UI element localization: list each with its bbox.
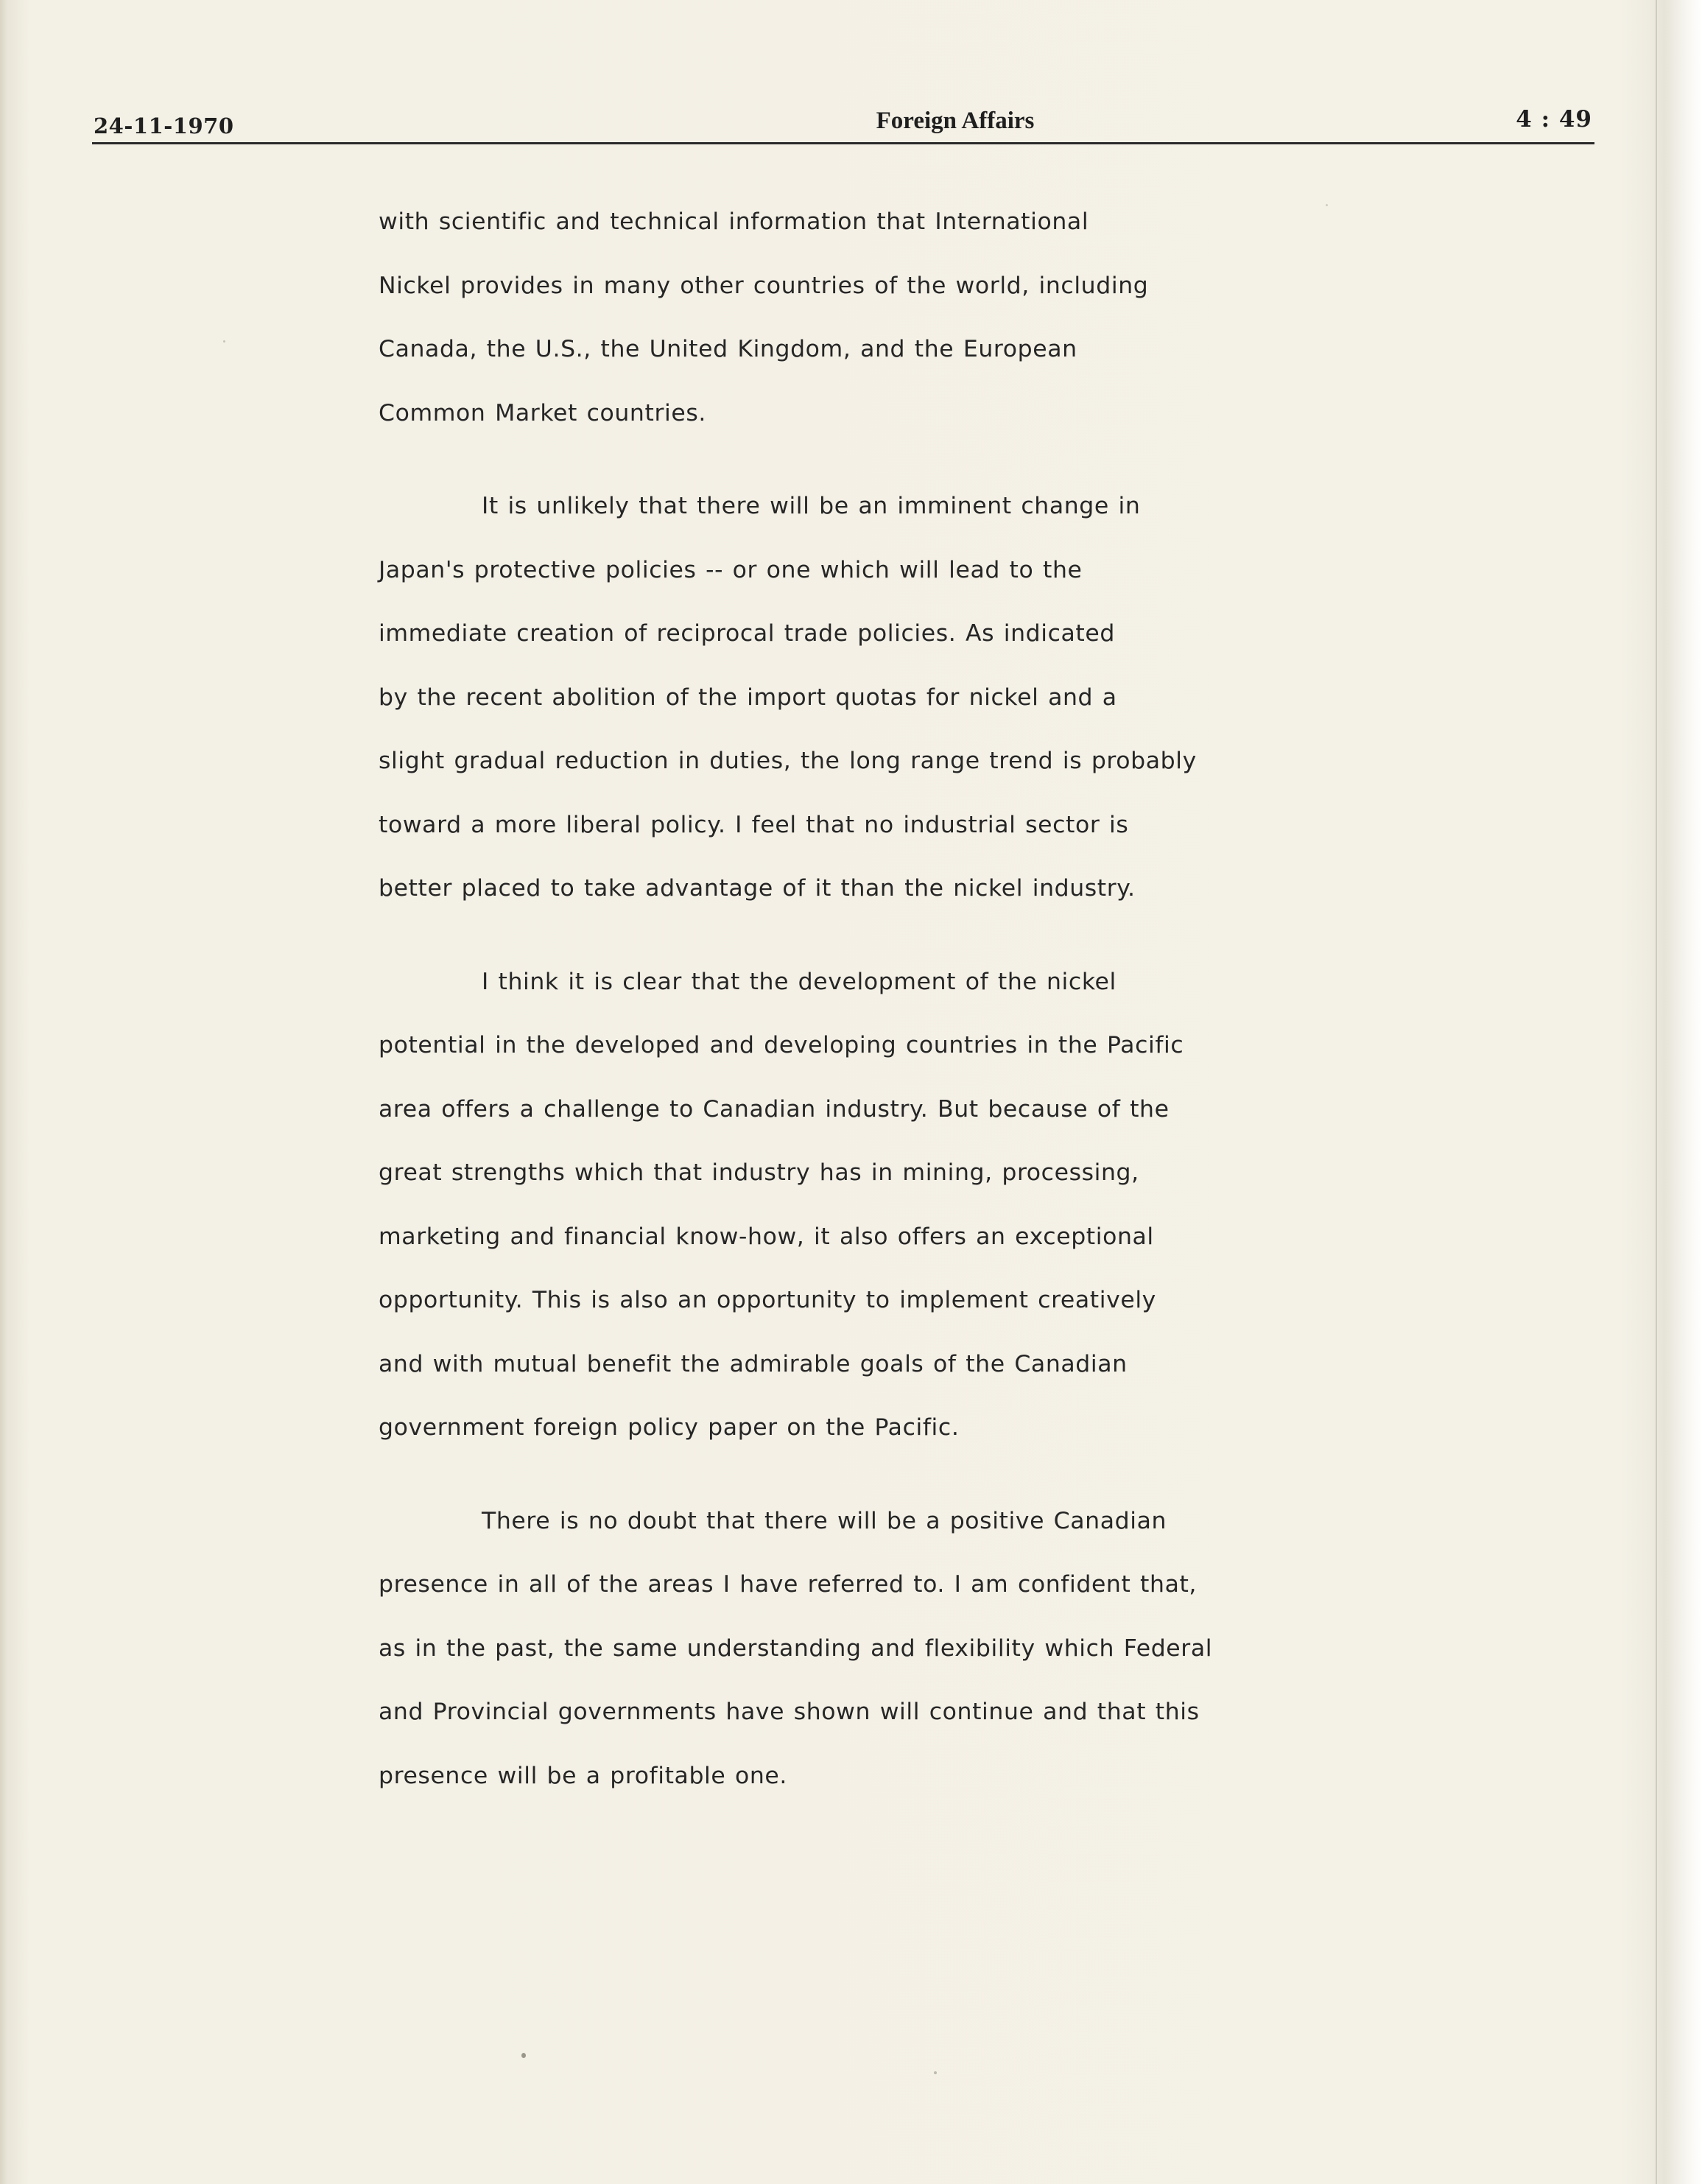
text-line: presence will be a profitable one. [379,1762,788,1789]
text-line: Common Market countries. [379,399,706,426]
header-date: 24-11-1970 [94,113,234,138]
text-line: presence in all of the areas I have referred to. I am confident that, [379,1571,1198,1598]
text-line: marketing and financial know-how, it also offers an exceptional [379,1223,1154,1250]
text-line: better placed to take advantage of it than the nickel industry. [379,875,1136,902]
page-header [94,103,1592,144]
text-line: It is unlikely that there will be an imminent change in [482,493,1141,519]
text-line: Nickel provides in many other countries of the world, including [379,272,1149,299]
text-line: as in the past, the same understanding and flexibility which Federal [379,1635,1213,1662]
paragraph-3 [379,950,1336,1460]
text-line: and with mutual benefit the admirable goals of the Canadian [379,1350,1128,1377]
paragraph-4 [379,1489,1336,1808]
paper-speck [521,2053,526,2058]
text-line: great strengths which that industry has in mining, processing, [379,1159,1139,1186]
paper-speck [934,2071,937,2074]
text-line: I think it is clear that the development of the nickel [482,968,1117,995]
text-line: government foreign policy paper on the Pacific. [379,1414,960,1441]
text-line: and Provincial governments have shown will continue and that this [379,1699,1200,1725]
text-line: Japan's protective policies -- or one which will lead to the [379,556,1083,583]
header-page-number: 4 : 49 [1516,106,1592,133]
body-text [379,190,1336,1808]
text-line: area offers a challenge to Canadian industry. But because of the [379,1095,1170,1123]
paragraph-1 [379,190,1336,445]
text-line: with scientific and technical information that International [379,208,1089,235]
text-line: There is no doubt that there will be a positive Canadian [482,1507,1167,1534]
header-title: Foreign Affairs [876,108,1035,134]
header-rule [92,142,1594,144]
paper-speck [223,340,225,343]
text-line: opportunity. This is also an opportunity to implement creatively [379,1287,1156,1313]
text-line: potential in the developed and developing countries in the Pacific [379,1032,1184,1058]
page-edge [1656,0,1657,2184]
paragraph-2 [379,474,1336,921]
text-line: slight gradual reduction in duties, the long range trend is probably [379,748,1197,774]
text-line: by the recent abolition of the import quotas for nickel and a [379,684,1117,711]
text-line: Canada, the U.S., the United Kingdom, and the European [379,336,1077,362]
text-line: toward a more liberal policy. I feel that no industrial sector is [379,811,1129,838]
text-line: immediate creation of reciprocal trade policies. As indicated [379,620,1115,647]
paper-speck [1326,204,1328,206]
